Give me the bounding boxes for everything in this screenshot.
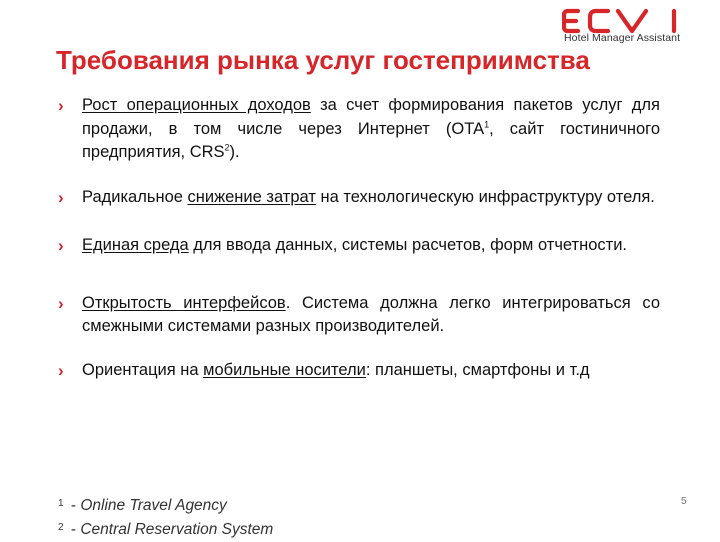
bullet-list [58, 94, 660, 382]
footnote-mark: 2 [58, 522, 64, 533]
footnote-ref: 2 [224, 142, 230, 153]
footnote-sep: - [66, 497, 81, 514]
footnote-sep: - [66, 521, 81, 538]
bullet-link[interactable]: снижение затрат [187, 187, 316, 206]
footnotes [58, 494, 273, 542]
bullet-link[interactable]: Единая среда [82, 236, 189, 254]
chevron-right-icon: › [58, 293, 64, 313]
chevron-right-icon: › [58, 360, 64, 380]
logo-subtitle: Hotel Manager Assistant [564, 32, 681, 44]
slide-title: Требования рынка услуг гостеприимства [56, 45, 590, 75]
ecvi-logo-icon [562, 8, 686, 34]
bullet-link[interactable]: Рост операционных доходов [82, 96, 311, 114]
bullet-item [58, 94, 660, 165]
page-number: 5 [681, 496, 687, 507]
bullet-link[interactable]: Открытость интерфейсов [82, 293, 286, 312]
bullet-item [58, 186, 660, 210]
bullet-text: ). [229, 143, 240, 161]
footnote-ref: 1 [484, 119, 490, 129]
bullet-item [58, 292, 660, 339]
bullet-text: на технологическую инфраструктуру отеля. [315, 187, 655, 206]
footnote-text: Online Travel Agency [80, 497, 227, 514]
bullet-text: для ввода данных, системы расчетов, форм отчетности. [188, 236, 628, 254]
chevron-right-icon: › [58, 187, 64, 207]
chevron-right-icon: › [58, 96, 64, 115]
bullet-link[interactable]: мобильные носители [203, 360, 366, 379]
chevron-right-icon: › [58, 236, 64, 255]
footnote-mark: 1 [58, 498, 64, 509]
bullet-text: : планшеты, смартфоны и т.д [365, 360, 590, 379]
bullet-text: за счет формирования пакетов услуг для продажи, в том числе через Интернет (OTA [82, 96, 660, 138]
bullet-text: Радикальное [82, 187, 188, 206]
bullet-item [58, 359, 660, 383]
footnote-text: Central Reservation System [80, 521, 274, 538]
bullet-text: . Система должна легко интегрироваться со смежными системами разных производителей. [82, 293, 660, 335]
bullet-text: , сайт гостиничного предприятия, CRS [82, 119, 660, 161]
bullet-item [58, 234, 660, 258]
bullet-text: Ориентация на [82, 360, 204, 379]
footnote [58, 494, 273, 518]
footnote [58, 518, 273, 542]
